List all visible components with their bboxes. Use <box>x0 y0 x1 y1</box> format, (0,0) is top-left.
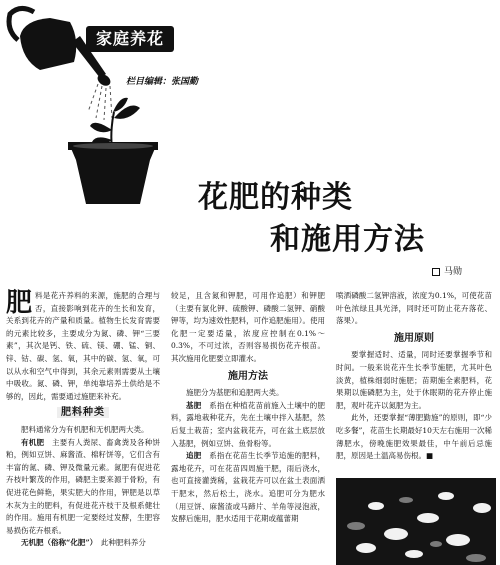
column-banner: 家庭养花 <box>86 26 174 52</box>
intro-paragraph <box>6 290 160 403</box>
paragraph <box>171 450 325 526</box>
paragraph <box>171 400 325 450</box>
column-2 <box>171 290 325 526</box>
paragraph: 较足，且含氮和钾肥，可用作追肥）和钾肥（主要有氯化钾、硫酸钾、磷酸二氢钾、硝酸钾等，均为速效性肥料，可作追肥施用）。使用化肥一定要适量，浓度应控制在0.1%～0.3%，不可过浓，否则容易损伤花卉根苗。其次施用化肥要立即灌水。 <box>171 291 325 363</box>
paragraph-text: 主要有人粪尿、畜禽粪及各种饼粕，例如豆饼、麻酱渣、棉籽饼等，它们含有丰富的氮、磷、钾及微量元素。氮肥有促进花卉枝叶繁茂的作用，磷肥主要来源于骨粉，有促进花色鲜艳，果实肥大的作用，钾肥是以草木灰为主的肥料，有促进花卉枝干及根系健壮的作用。施用有机肥一定要经过发酵，生肥容易损伤花卉根系。 <box>6 437 161 535</box>
column-3 <box>336 290 492 463</box>
dropcap: 肥 <box>6 288 33 318</box>
paragraph: 喷洒磷酸二氢钾溶液，浓度为0.1%，可使花苗叶色浓绿且具光泽，同时还可防止花卉落花、落果）。 <box>336 291 492 326</box>
author <box>432 264 462 277</box>
editor-credit: 栏目编辑：张国勤 <box>126 77 199 87</box>
square-bullet-icon <box>432 268 440 276</box>
paragraph-text: 系指在种植花苗前施入土壤中的肥料，露地栽种花卉，先在土壤中拌入基肥，然后复土栽苗；室内盆栽花卉，可在盆土底层放入基肥，例如豆饼、鱼骨粉等。 <box>171 400 326 448</box>
paragraph <box>6 537 160 550</box>
term: 追肥 <box>186 451 202 461</box>
intro-text: 料是花卉养料的来源，施肥的合理与否，直接影响到花卉的生长和发育，关系到花卉的产量和质量。植物生长发育需要的元素比较多，主要成分为氮、磷、钾“三要素”，其次是钙、铁、硫、镁、硼、锰、铜、锌、钴、碳、氢、氧，其中的碳、氢、氧，可以从水和空气中得到，其余元素则需要从土壤中吸收。氮、磷、钾，单纯靠培养土供给是不够的，因此，需要通过施肥来补充。 <box>6 291 160 401</box>
flower-photo <box>336 478 496 565</box>
paragraph: 肥料通常分为有机肥和无机肥两大类。 <box>21 424 149 434</box>
subheading-text: 肥料种类 <box>57 407 109 418</box>
paragraph-text: 此种肥料养分 <box>100 538 146 548</box>
section-title-principles: 施用原则 <box>394 332 434 344</box>
paragraph: 要掌握适时、适量，同时还要掌握季节和时间。一般来说花卉生长季节施肥，尤其叶色淡黄，植株细弱时施肥；苗期施全素肥料，花果期以施磷肥为主，处于休眠期的花卉停止施肥，观叶花卉以氮肥为主。 <box>336 350 492 410</box>
paragraph-text: 系指在花苗生长季节追施的肥料，露地花卉，可在花苗四周施干肥，雨后浇水，也可直接灌粪稀，盆栽花卉可以在盆土表面洒干肥末，然后松土，浇水。追肥可分为肥水（用豆饼、麻酱渣或马蹄片、羊角等浸泡液，发酵后施用，肥水适用于花期或蕴蕾期 <box>171 451 326 524</box>
section-title-application: 施用方法 <box>228 370 268 382</box>
term: 无机肥（俗称“化肥”） <box>21 538 94 548</box>
paragraph: 施肥分为基肥和追肥两大类。 <box>186 388 284 398</box>
author-name: 马勋 <box>444 267 463 277</box>
article-title-line1: 花肥的种类 <box>198 180 353 215</box>
paragraph <box>6 437 160 538</box>
term: 有机肥 <box>21 437 45 447</box>
article-title-line2: 和施用方法 <box>270 222 425 257</box>
subheading-fertilizer-types <box>6 407 160 420</box>
term: 基肥 <box>186 400 202 410</box>
column-1 <box>6 290 160 550</box>
paragraph: 此外，还要掌握“薄肥勤施”的原则，即“少吃多餐”，花苗生长期最好10天左右施用一次稀薄肥水，傍晚施肥效果最佳，中午前后忌施肥，原因是土温高易伤根。■ <box>336 413 492 461</box>
